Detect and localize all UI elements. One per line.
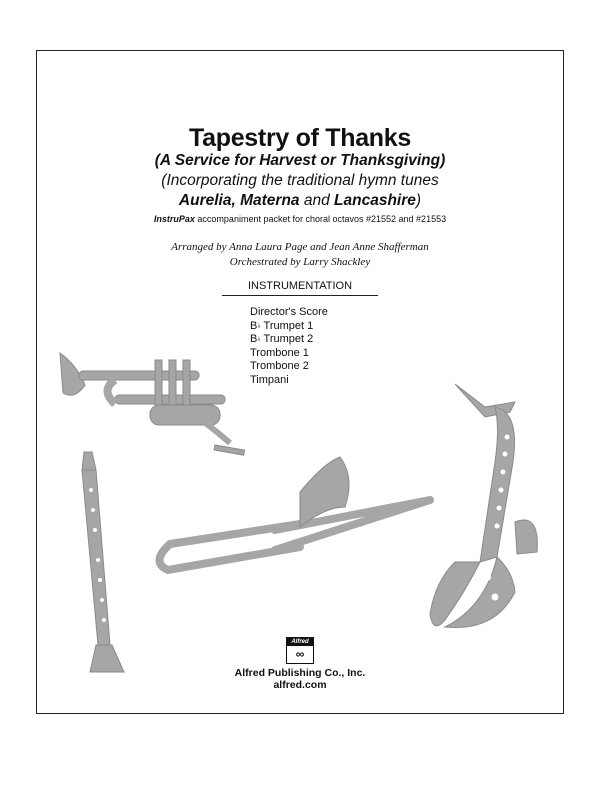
publisher-website[interactable]: alfred.com bbox=[273, 679, 327, 691]
trombone-icon bbox=[150, 452, 440, 577]
incorporating-line: (Incorporating the traditional hymn tunes bbox=[161, 172, 439, 189]
clarinet-icon bbox=[78, 450, 138, 680]
b-letter: B bbox=[250, 319, 258, 332]
list-item: Timpani bbox=[250, 373, 289, 386]
tune-lancashire: Lancashire bbox=[334, 192, 416, 209]
close-paren: ) bbox=[415, 192, 422, 209]
instrumentation-list bbox=[250, 306, 328, 387]
list-item: Director's Score bbox=[250, 306, 328, 318]
b-letter: B bbox=[250, 333, 258, 345]
subtitle: (A Service for Harvest or Thanksgiving) bbox=[154, 152, 446, 169]
and-word: and bbox=[303, 192, 330, 209]
list-item bbox=[250, 333, 328, 347]
packet-brand: InstruPax bbox=[153, 214, 195, 224]
orchestrated-by: Orchestrated by Larry Shackley bbox=[229, 256, 371, 268]
arranged-by: Arranged by Anna Laura Page and Jean Anne Shafferman bbox=[171, 241, 429, 253]
saxophone-icon bbox=[425, 382, 545, 637]
instrumentation-heading: INSTRUMENTATION bbox=[222, 280, 378, 296]
logo-glyph: ∞ bbox=[295, 647, 305, 661]
publisher-name: Alfred Publishing Co., Inc. bbox=[234, 667, 366, 679]
tunes-line bbox=[0, 191, 600, 211]
hymn-tunes-note bbox=[0, 171, 600, 211]
packet-text: accompaniment packet for choral octavos #21552 and #21553 bbox=[194, 214, 447, 224]
tune-materna: Materna bbox=[240, 192, 300, 209]
trumpet-1-label: Trumpet 1 bbox=[263, 319, 314, 332]
list-item bbox=[250, 320, 328, 334]
publisher-info bbox=[0, 667, 600, 691]
credits bbox=[0, 240, 600, 270]
flat-symbol: ♭ bbox=[257, 336, 261, 343]
page-title: Tapestry of Thanks bbox=[189, 124, 411, 152]
packet-note bbox=[0, 214, 600, 224]
trumpet-2-label: Trumpet 2 bbox=[263, 333, 314, 345]
tune-aurelia: Aurelia, bbox=[178, 192, 236, 209]
list-item: Trombone 1 bbox=[250, 346, 309, 359]
trumpet-icon bbox=[55, 345, 255, 465]
logo-text: Alfred bbox=[287, 638, 313, 646]
publisher-logo bbox=[286, 637, 314, 664]
list-item: Trombone 2 bbox=[250, 360, 309, 372]
flat-symbol: ♭ bbox=[257, 322, 261, 330]
